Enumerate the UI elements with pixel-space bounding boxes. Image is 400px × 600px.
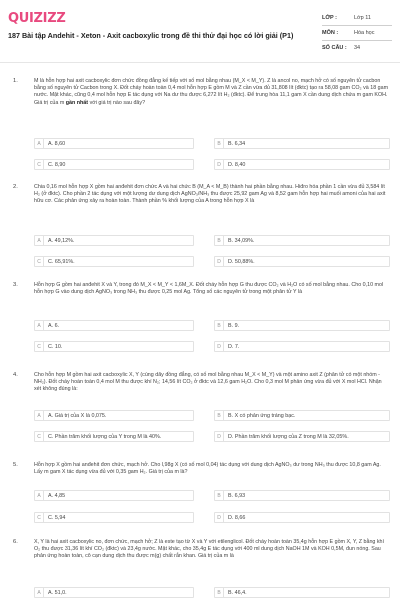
option-letter: C [35, 432, 44, 441]
option-letter: D [215, 513, 224, 522]
option-text: A. 49,12%. [48, 238, 75, 244]
option-text: D. 8,40 [228, 162, 246, 168]
question-text: Cho hỗn hợp M gồm hai axit cacboxylic X, Y (cùng dãy đồng đẳng, có số mol bằng nhau M_X < M_Y) và một amino axit Z (phân tử có một nhóm -NH₂). Đốt cháy hoàn toàn 0,4 mol M thu được khí N₂; 14,56 lít CO₂ ở đktc và 12,6 gam H₂O. Cho 0,3 mol M phản ứng vừa đủ với X mol HCl. Nhận xét không đúng là: [34, 372, 382, 393]
answer-option-d[interactable] [214, 256, 390, 267]
option-letter: C [35, 342, 44, 351]
answer-option-b[interactable] [214, 235, 390, 246]
question-emphasis: gần nhất [65, 99, 89, 106]
question-number: 6. [13, 539, 18, 545]
quizizz-logo: QUIZIZZ [8, 11, 66, 26]
option-text: C. 8,90 [48, 162, 66, 168]
answer-option-a[interactable] [34, 490, 194, 501]
question-text: Hỗn hợp X gồm hai anđehit đơn chức, mạch hở. Cho l,98g X (có số mol 0,04) tác dụng với dung dịch AgNO₃ dư trong NH₃ thu được 10,8 gam Ag. Lấy m gam X tác dụng vừa đủ với 0,35 gam H₂. Giá trị của m là? [34, 462, 381, 476]
option-letter: A [35, 411, 44, 420]
meta-divider [322, 40, 392, 41]
answer-option-c[interactable] [34, 512, 194, 523]
answer-option-b[interactable] [214, 587, 390, 598]
answer-option-c[interactable] [34, 341, 194, 352]
option-letter: B [215, 588, 224, 597]
option-letter: B [215, 139, 224, 148]
answer-option-a[interactable] [34, 320, 194, 331]
answer-option-b[interactable] [214, 138, 390, 149]
meta-count [322, 45, 394, 51]
question-number: 2. [13, 184, 18, 190]
option-text: A. 8,60 [48, 141, 66, 147]
option-text: B. 34,09%. [228, 238, 255, 244]
document-title: 187 Bài tập Andehit - Xeton - Axit cacboxylic trong đề thi thử đại học có lời giải (P1) [8, 31, 294, 40]
option-letter: D [215, 257, 224, 266]
answer-option-a[interactable] [34, 235, 194, 246]
question-number: 4. [13, 372, 18, 378]
option-text: A. 6. [48, 323, 60, 329]
option-text: D. Phần trăm khối lượng của Z trong M là 32,05%. [228, 434, 349, 440]
meta-class [322, 15, 394, 21]
option-text: D. 50,88%. [228, 259, 255, 265]
answer-option-a[interactable] [34, 587, 194, 598]
document-header [0, 0, 400, 60]
option-text: D. 7. [228, 344, 240, 350]
meta-count-label: SỐ CÂU : [322, 45, 347, 51]
answer-option-d[interactable] [214, 431, 390, 442]
option-text: B. 6,34 [228, 141, 246, 147]
answer-option-b[interactable] [214, 490, 390, 501]
option-letter: C [35, 513, 44, 522]
option-text: C. 65,91%. [48, 259, 75, 265]
option-letter: A [35, 588, 44, 597]
question-text: X, Y là hai axit cacboxylic no, đơn chức, mạch hở; Z là este tạo từ X và Y với etilenglicol. Đốt cháy hoàn toàn 35,4g hỗn hợp E gồm X, Y, Z bằng khí O₂ thu được 31,36 lít khí CO₂ (đktc) và 23,4g nước. Mặt khác, cho 35,4g E tác dụng với 400 ml dung dịch NaOH 1M và KOH 0,5M, đun nóng. Sau phản ứng hoàn toàn, cô cạn dung dịch thu được m(g) chất rắn khan. Giá trị của m là [34, 539, 385, 560]
option-letter: B [215, 236, 224, 245]
option-text: A. 4,85 [48, 493, 66, 499]
option-letter: B [215, 491, 224, 500]
option-text: B. 46,4. [228, 590, 247, 596]
answer-option-d[interactable] [214, 159, 390, 170]
question-number: 3. [13, 282, 18, 288]
question-number: 5. [13, 462, 18, 468]
question-text: Chia 0,16 mol hỗn hợp X gồm hai anđehit đơn chức A và hai chức B (M_A < M_B) thành hai phần bằng nhau. Hiđro hóa phần 1 cần vừa đủ 3,584 lít H₂ (ở đktc). Cho phần 2 tác dụng với một lượng dư dung dịch AgNO₃/NH₃ thu được 25,92 gam Ag và 8,52 gam hỗn hợp hai muối amoni của hai axit hữu cơ. Các phản ứng xảy ra hoàn toàn. Thành phần % khối lượng của A trong hỗn hợp X là [34, 184, 386, 205]
option-letter: A [35, 491, 44, 500]
option-letter: A [35, 139, 44, 148]
answer-option-a[interactable] [34, 410, 194, 421]
question-number: 1. [13, 78, 18, 84]
answer-option-c[interactable] [34, 159, 194, 170]
meta-subject [322, 30, 394, 36]
answer-option-d[interactable] [214, 341, 390, 352]
option-text: A. 51,0. [48, 590, 67, 596]
option-letter: B [215, 321, 224, 330]
answer-option-a[interactable] [34, 138, 194, 149]
option-text: B. 9. [228, 323, 240, 329]
answer-option-c[interactable] [34, 431, 194, 442]
meta-count-value: 34 [354, 45, 361, 51]
option-letter: A [35, 321, 44, 330]
option-letter: C [35, 257, 44, 266]
meta-subject-value: Hóa học [354, 30, 375, 36]
option-text: B. X có phản ứng tráng bạc. [228, 413, 296, 419]
answer-option-c[interactable] [34, 256, 194, 267]
option-text: C. 5,94 [48, 515, 66, 521]
option-text: C. Phần trăm khối lượng của Y trong M là 40%. [48, 434, 162, 440]
option-text: D. 8,66 [228, 515, 246, 521]
answer-option-b[interactable] [214, 320, 390, 331]
option-letter: D [215, 342, 224, 351]
meta-subject-label: MÔN : [322, 30, 339, 36]
option-letter: A [35, 236, 44, 245]
answer-option-b[interactable] [214, 410, 390, 421]
meta-class-label: LỚP : [322, 15, 337, 21]
answer-option-d[interactable] [214, 512, 390, 523]
meta-divider [322, 25, 392, 26]
question-text: Hỗn hợp G gồm hai anđehit X và Y, trong đó M_X < M_Y < 1,6M_X. Đốt cháy hỗn hợp G thu được CO₂ và H₂O có số mol bằng nhau. Cho 0,10 mol hỗn hợp G vào dung dịch AgNO₃ trong NH₃ thu được 0,25 mol Ag. Tổng số các nguyên tử trong một phân tử Y là [34, 282, 384, 296]
header-divider [0, 62, 400, 63]
option-text: B. 6,93 [228, 493, 246, 499]
meta-class-value: Lớp 11 [354, 15, 371, 21]
option-letter: D [215, 160, 224, 169]
option-text: C. 10. [48, 344, 63, 350]
option-letter: C [35, 160, 44, 169]
option-letter: D [215, 432, 224, 441]
option-text: A. Giá trị của X là 0,075. [48, 413, 107, 419]
option-letter: B [215, 411, 224, 420]
question-text: M là hỗn hợp hai axit cacboxylic đơn chức đồng đẳng kế tiếp với số mol bằng nhau (M_X < M_Y). Z là ancol no, mạch hở có số nguyên tử cacbon bằng số nguyên tử Cacbon trong X. Đốt cháy hoàn toàn 0,4 mol hỗn hợp E gồm M và Z cần vừa đủ 31,808 lít (đktc) tạo ra 58,08 gam CO₂ và 18 gam nước. Mặt khác, cũng 0,4 mol hỗn hợp E tác dụng với Na dư thu được 6,272 lít H₂ (đktc). Để trung hòa 11,1 gam X cần dung dịch chứa m gam KOH. Giá trị của m gần nhất với giá trị nào sau đây? [34, 78, 389, 106]
